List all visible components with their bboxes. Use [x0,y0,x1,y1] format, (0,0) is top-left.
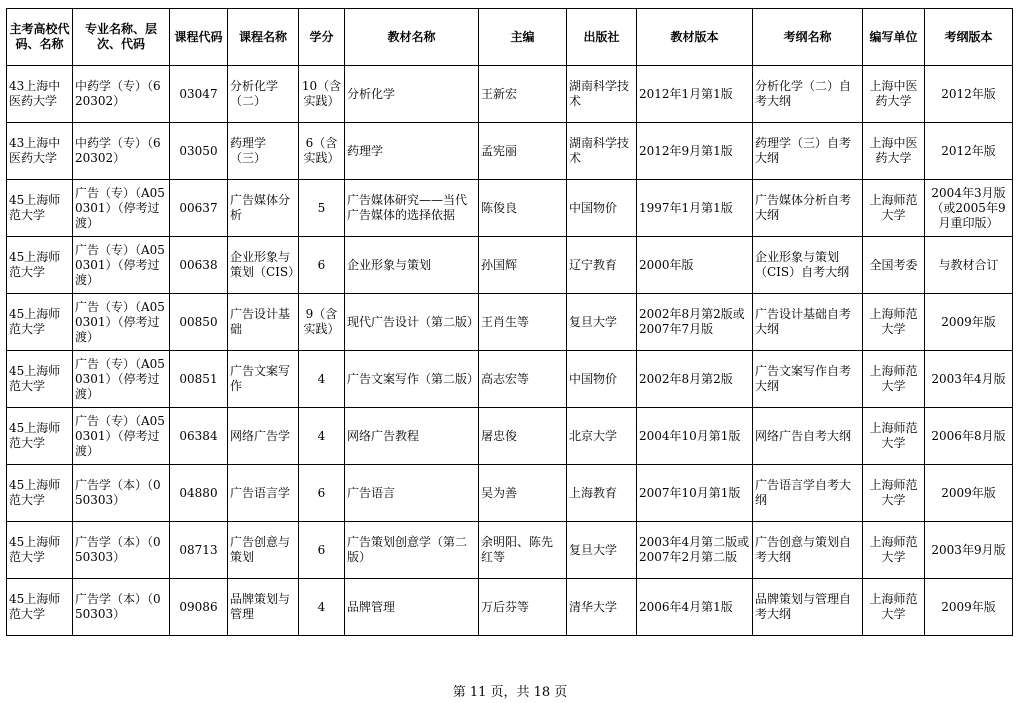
course-name-cell: 药理学（三） [228,123,299,180]
major-cell: 广告学（本）（050303） [73,579,170,636]
course-code-cell: 09086 [170,579,228,636]
school-cell: 45上海师范大学 [7,522,73,579]
course-code-cell: 03050 [170,123,228,180]
syllabus-cell: 广告创意与策划自考大纲 [753,522,863,579]
syllabus-version-cell: 2009年版 [925,294,1013,351]
major-cell: 广告（专）（A050301）（停考过渡） [73,294,170,351]
page-footer: 第 11 页，共 18 页 [452,685,568,700]
publisher-cell: 复旦大学 [567,294,637,351]
school-cell: 43上海中医药大学 [7,66,73,123]
header-row [7,9,1013,66]
syllabus-version-cell: 2012年版 [925,66,1013,123]
course-code-cell: 00850 [170,294,228,351]
author-unit-cell: 上海中医药大学 [863,66,925,123]
course-name-cell: 广告文案写作 [228,351,299,408]
table-row [7,465,1013,522]
header-cell: 考纲名称 [753,9,863,66]
major-cell: 广告（专）（A050301）（停考过渡） [73,408,170,465]
header-cell: 教材版本 [637,9,753,66]
syllabus-version-cell: 2003年4月版 [925,351,1013,408]
header-cell: 主编 [479,9,567,66]
edition-cell: 2003年4月第二版或2007年2月第二版 [637,522,753,579]
publisher-cell: 复旦大学 [567,522,637,579]
major-cell: 广告（专）（A050301）（停考过渡） [73,180,170,237]
textbook-cell: 药理学 [345,123,479,180]
editor-cell: 吴为善 [479,465,567,522]
major-cell: 广告学（本）（050303） [73,465,170,522]
syllabus-cell: 网络广告自考大纲 [753,408,863,465]
school-cell: 45上海师范大学 [7,294,73,351]
course-code-cell: 00638 [170,237,228,294]
edition-cell: 2007年10月第1版 [637,465,753,522]
header-cell: 主考高校代码、名称 [7,9,73,66]
major-cell: 广告（专）（A050301）（停考过渡） [73,237,170,294]
table-row [7,123,1013,180]
textbook-table [6,8,1013,636]
table-row [7,522,1013,579]
table-row [7,579,1013,636]
edition-cell: 2012年9月第1版 [637,123,753,180]
school-cell: 45上海师范大学 [7,180,73,237]
school-cell: 45上海师范大学 [7,408,73,465]
textbook-cell: 分析化学 [345,66,479,123]
table-row [7,294,1013,351]
course-code-cell: 03047 [170,66,228,123]
table-row [7,237,1013,294]
header-cell: 课程代码 [170,9,228,66]
syllabus-cell: 分析化学（二）自考大纲 [753,66,863,123]
author-unit-cell: 上海师范大学 [863,579,925,636]
header-cell: 出版社 [567,9,637,66]
textbook-cell: 广告文案写作（第二版） [345,351,479,408]
publisher-cell: 中国物价 [567,351,637,408]
major-cell: 广告学（本）（050303） [73,522,170,579]
textbook-cell: 广告语言 [345,465,479,522]
course-name-cell: 广告设计基础 [228,294,299,351]
credit-cell: 4 [299,351,345,408]
publisher-cell: 上海教育 [567,465,637,522]
course-name-cell: 分析化学（二） [228,66,299,123]
header-cell: 考纲版本 [925,9,1013,66]
course-name-cell: 广告语言学 [228,465,299,522]
syllabus-version-cell: 2012年版 [925,123,1013,180]
course-name-cell: 企业形象与策划（CIS） [228,237,299,294]
syllabus-cell: 药理学（三）自考大纲 [753,123,863,180]
header-cell: 学分 [299,9,345,66]
header-cell: 课程名称 [228,9,299,66]
textbook-cell: 广告媒体研究——当代广告媒体的选择依据 [345,180,479,237]
school-cell: 45上海师范大学 [7,351,73,408]
syllabus-cell: 广告文案写作自考大纲 [753,351,863,408]
editor-cell: 余明阳、陈先红等 [479,522,567,579]
credit-cell: 6 [299,237,345,294]
school-cell: 45上海师范大学 [7,465,73,522]
course-code-cell: 08713 [170,522,228,579]
editor-cell: 万后芬等 [479,579,567,636]
textbook-cell: 广告策划创意学（第二版） [345,522,479,579]
edition-cell: 2006年4月第1版 [637,579,753,636]
major-cell: 中药学（专）（620302） [73,123,170,180]
major-cell: 中药学（专）（620302） [73,66,170,123]
table-row [7,66,1013,123]
textbook-cell: 品牌管理 [345,579,479,636]
syllabus-cell: 品牌策划与管理自考大纲 [753,579,863,636]
syllabus-version-cell: 2004年3月版（或2005年9月重印版） [925,180,1013,237]
credit-cell: 9（含实践） [299,294,345,351]
edition-cell: 2002年8月第2版或2007年7月版 [637,294,753,351]
table-row [7,180,1013,237]
course-name-cell: 广告创意与策划 [228,522,299,579]
course-code-cell: 00851 [170,351,228,408]
course-code-cell: 04880 [170,465,228,522]
header-cell: 专业名称、层次、代码 [73,9,170,66]
credit-cell: 4 [299,408,345,465]
editor-cell: 陈俊良 [479,180,567,237]
editor-cell: 王肖生等 [479,294,567,351]
author-unit-cell: 上海师范大学 [863,408,925,465]
author-unit-cell: 上海师范大学 [863,465,925,522]
edition-cell: 2000年版 [637,237,753,294]
syllabus-cell: 广告语言学自考大纲 [753,465,863,522]
editor-cell: 屠忠俊 [479,408,567,465]
author-unit-cell: 全国考委 [863,237,925,294]
course-name-cell: 广告媒体分析 [228,180,299,237]
table-row [7,351,1013,408]
edition-cell: 2004年10月第1版 [637,408,753,465]
author-unit-cell: 上海师范大学 [863,351,925,408]
syllabus-version-cell: 2003年9月版 [925,522,1013,579]
author-unit-cell: 上海师范大学 [863,522,925,579]
credit-cell: 10（含实践） [299,66,345,123]
syllabus-cell: 企业形象与策划（CIS）自考大纲 [753,237,863,294]
editor-cell: 高志宏等 [479,351,567,408]
textbook-cell: 企业形象与策划 [345,237,479,294]
course-name-cell: 网络广告学 [228,408,299,465]
edition-cell: 2012年1月第1版 [637,66,753,123]
author-unit-cell: 上海中医药大学 [863,123,925,180]
course-code-cell: 00637 [170,180,228,237]
publisher-cell: 清华大学 [567,579,637,636]
syllabus-version-cell: 2009年版 [925,579,1013,636]
header-cell: 编写单位 [863,9,925,66]
publisher-cell: 北京大学 [567,408,637,465]
course-name-cell: 品牌策划与管理 [228,579,299,636]
credit-cell: 6（含实践） [299,123,345,180]
edition-cell: 1997年1月第1版 [637,180,753,237]
author-unit-cell: 上海师范大学 [863,294,925,351]
author-unit-cell: 上海师范大学 [863,180,925,237]
school-cell: 43上海中医药大学 [7,123,73,180]
credit-cell: 4 [299,579,345,636]
editor-cell: 孙国辉 [479,237,567,294]
syllabus-version-cell: 2006年8月版 [925,408,1013,465]
syllabus-cell: 广告媒体分析自考大纲 [753,180,863,237]
course-code-cell: 06384 [170,408,228,465]
publisher-cell: 湖南科学技术 [567,123,637,180]
publisher-cell: 辽宁教育 [567,237,637,294]
syllabus-version-cell: 与教材合订 [925,237,1013,294]
edition-cell: 2002年8月第2版 [637,351,753,408]
textbook-cell: 网络广告教程 [345,408,479,465]
textbook-cell: 现代广告设计（第二版） [345,294,479,351]
table-row [7,408,1013,465]
credit-cell: 6 [299,522,345,579]
school-cell: 45上海师范大学 [7,237,73,294]
editor-cell: 孟宪丽 [479,123,567,180]
syllabus-cell: 广告设计基础自考大纲 [753,294,863,351]
header-cell: 教材名称 [345,9,479,66]
editor-cell: 王新宏 [479,66,567,123]
credit-cell: 6 [299,465,345,522]
major-cell: 广告（专）（A050301）（停考过渡） [73,351,170,408]
publisher-cell: 中国物价 [567,180,637,237]
credit-cell: 5 [299,180,345,237]
school-cell: 45上海师范大学 [7,579,73,636]
publisher-cell: 湖南科学技术 [567,66,637,123]
syllabus-version-cell: 2009年版 [925,465,1013,522]
